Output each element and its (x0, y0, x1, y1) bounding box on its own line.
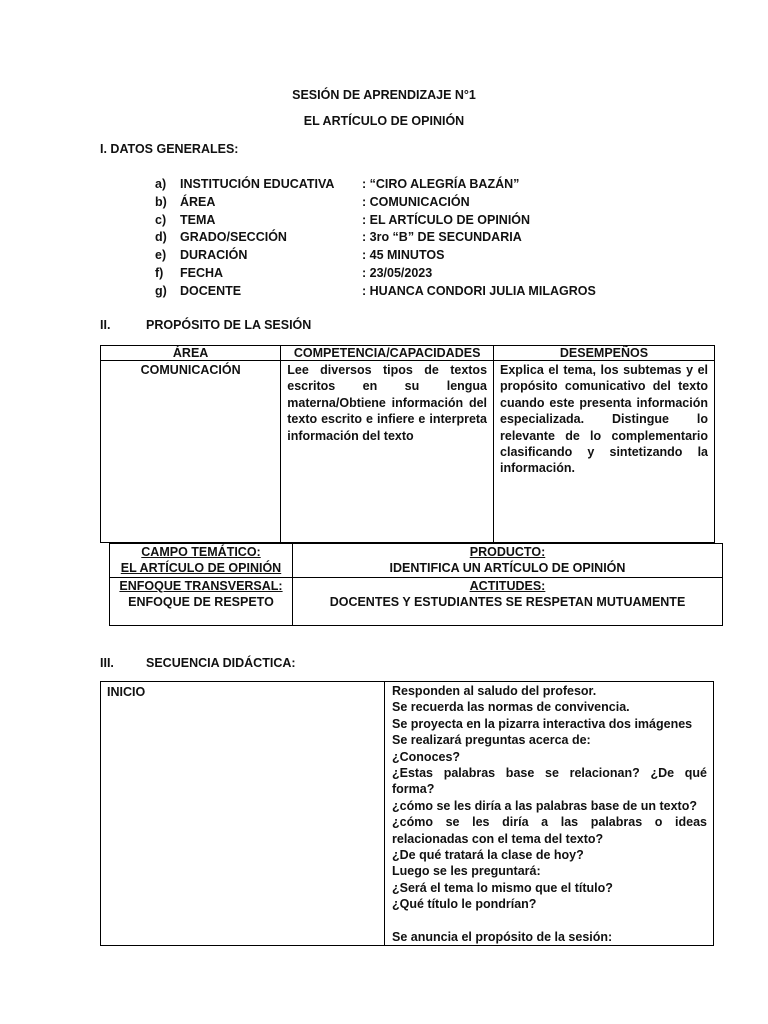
item-letter: e) (155, 248, 167, 263)
cell-activities (385, 682, 714, 946)
activity-line: ¿De qué tratará la clase de hoy? (392, 848, 584, 863)
activity-line: ¿Estas palabras base se relacionan? ¿De qué forma? (392, 766, 707, 797)
datos-generales-item (155, 212, 655, 230)
datos-generales-list (155, 176, 655, 301)
datos-generales-item (155, 247, 655, 265)
datos-generales-item (155, 176, 655, 194)
activity-line: Se recuerda las normas de convivencia. (392, 700, 630, 715)
enfoque-label: ENFOQUE TRANSVERSAL: (119, 579, 283, 593)
item-label: DURACIÓN (180, 248, 248, 263)
item-letter: a) (155, 177, 167, 191)
item-letter: f) (155, 265, 164, 280)
section-number: III. (100, 656, 114, 670)
item-value: : 3ro “B” DE SECUNDARIA (362, 230, 522, 245)
section-number: II. (100, 318, 111, 332)
datos-generales-item (155, 265, 655, 283)
activity-line: Se proyecta en la pizarra interactiva dos imágenes (392, 716, 693, 731)
header-area: ÁREA (101, 346, 281, 361)
item-value: : 45 MINUTOS (362, 248, 445, 263)
item-label: GRADO/SECCIÓN (180, 230, 287, 245)
item-label: DOCENTE (180, 283, 242, 298)
header-desempenos: DESEMPEÑOS (494, 346, 715, 361)
document-title: SESIÓN DE APRENDIZAJE N°1 (292, 88, 476, 102)
datos-generales-item (155, 229, 655, 247)
desempenos-text: Explica el tema, los subtemas y el propósito comunicativo del texto cuando este presenta información especializada. Distingue lo relevante de lo complementario clasificando y sintetizando la información. (500, 363, 708, 476)
actitudes-value: DOCENTES Y ESTUDIANTES SE RESPETAN MUTUAMENTE (329, 595, 686, 609)
producto-label: PRODUCTO: (469, 545, 546, 559)
competencia-text: Lee diversos tipos de textos escritos en su lengua materna/Obtiene información del texto escrito e infiere e interpreta información del texto (287, 363, 488, 443)
section-heading-secuencia: SECUENCIA DIDÁCTICA: (146, 656, 296, 670)
datos-generales-item (155, 194, 655, 212)
item-letter: d) (155, 230, 167, 245)
item-value: : COMUNICACIÓN (362, 194, 470, 209)
activity-line: ¿cómo se les diría a las palabras o ideas relacionadas con el tema del texto? (392, 815, 707, 846)
activity-line (392, 913, 707, 929)
item-label: ÁREA (180, 194, 216, 209)
campo-tematico-table (109, 543, 723, 626)
section-heading-proposito: PROPÓSITO DE LA SESIÓN (146, 318, 312, 332)
item-label: INSTITUCIÓN EDUCATIVA (180, 177, 335, 191)
item-letter: b) (155, 194, 167, 209)
activity-line: Se anuncia el propósito de la sesión: (392, 930, 613, 945)
document-subtitle: EL ARTÍCULO DE OPINIÓN (303, 114, 465, 128)
cell-competencia (281, 361, 494, 543)
activity-line: ¿Será el tema lo mismo que el título? (392, 880, 613, 895)
item-letter: c) (155, 212, 167, 227)
proposito-table (100, 345, 715, 543)
section-heading-datos-generales: I. DATOS GENERALES: (100, 142, 239, 156)
activity-line: ¿Conoces? (392, 749, 461, 764)
cell-actitudes (293, 578, 723, 626)
item-value: : HUANCA CONDORI JULIA MILAGROS (362, 283, 596, 298)
item-label: FECHA (180, 265, 224, 280)
cell-area: COMUNICACIÓN (101, 361, 281, 543)
cell-desempenos (494, 361, 715, 543)
item-value: : 23/05/2023 (362, 265, 433, 280)
item-letter: g) (155, 283, 167, 298)
datos-generales-item (155, 283, 655, 301)
activity-line: Responden al saludo del profesor. (392, 684, 597, 698)
campo-tematico-label: CAMPO TEMÁTICO: (141, 545, 261, 559)
item-value: : EL ARTÍCULO DE OPINIÓN (362, 212, 531, 227)
secuencia-table (100, 681, 714, 946)
cell-campo-tematico (110, 544, 293, 578)
activity-line: ¿cómo se les diría a las palabras base de un texto? (392, 798, 697, 813)
cell-producto (293, 544, 723, 578)
cell-enfoque (110, 578, 293, 626)
enfoque-value: ENFOQUE DE RESPETO (128, 595, 274, 609)
actitudes-label: ACTITUDES: (469, 579, 546, 593)
header-competencia: COMPETENCIA/CAPACIDADES (281, 346, 494, 361)
cell-phase: INICIO (101, 682, 385, 946)
activity-line: Luego se les preguntará: (392, 864, 541, 879)
campo-tematico-value: EL ARTÍCULO DE OPINIÓN (120, 561, 282, 575)
activity-line: Se realizará preguntas acerca de: (392, 733, 591, 748)
activity-line: ¿Qué título le pondrían? (392, 897, 537, 912)
item-value: : “CIRO ALEGRÍA BAZÁN” (362, 177, 520, 191)
producto-value: IDENTIFICA UN ARTÍCULO DE OPINIÓN (389, 561, 626, 575)
item-label: TEMA (180, 212, 216, 227)
